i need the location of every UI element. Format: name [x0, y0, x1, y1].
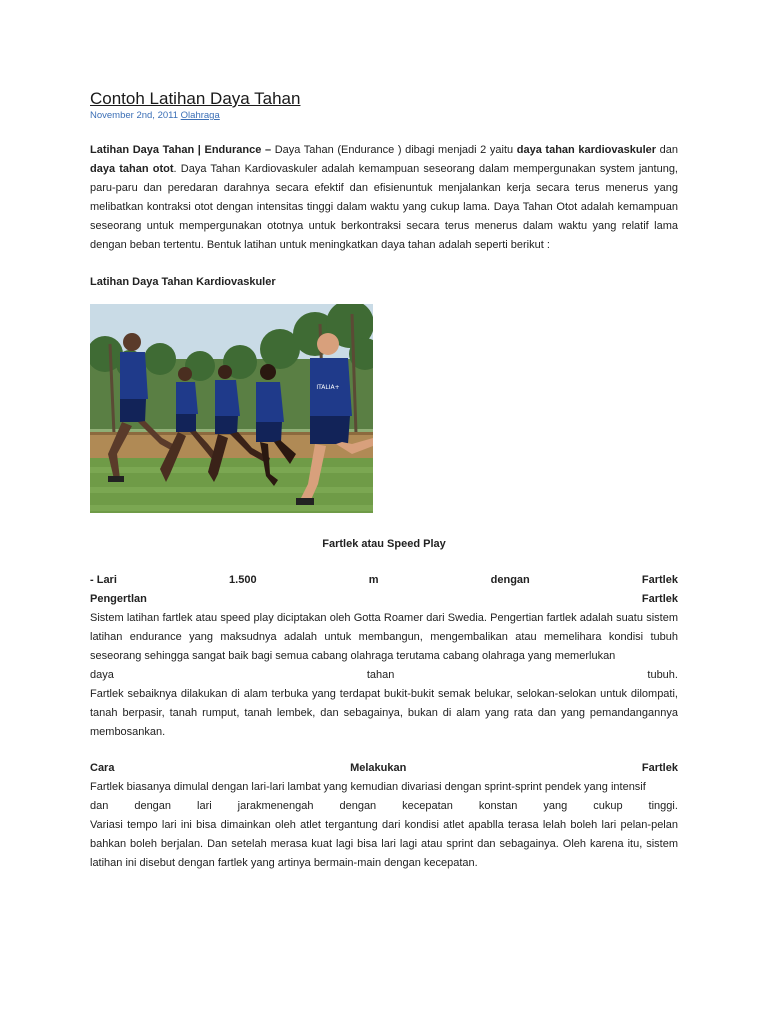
row5-word: jarakmenengah — [237, 800, 314, 812]
intro-bold-kardio: daya tahan kardiovaskuler — [516, 144, 657, 156]
cara-paragraph-1: Fartlek biasanya dimulal dengan lari-lari lambat yang kemudian divariasi dengan sprint-sprint pendek yang intensif — [90, 781, 646, 793]
row5-word: tinggi. — [648, 800, 678, 812]
section-title-kardio: Latihan Daya Tahan Kardiovaskuler — [90, 276, 276, 288]
intro-dash: – — [261, 144, 275, 156]
row1-word: - Lari — [90, 574, 117, 586]
row5-word: lari — [197, 800, 212, 812]
fartlek-paragraph-2: Fartlek sebaiknya dilakukan di alam terbuka yang terdapat bukit-bukit semak belukar, selokan-selokan untuk dilompati, tanah berpasir, tanah rumput, tanah lembek, dan sebagainya, bukan di alam yang rata dan yang pemandangannya membosankan. — [90, 688, 678, 738]
fartlek-block — [90, 571, 678, 742]
cara-word: Melakukan — [350, 762, 407, 774]
shirt-text: ITALIA+ — [316, 384, 340, 391]
row3-word: daya — [90, 669, 114, 681]
fartlek-row1 — [90, 571, 678, 590]
cara-heading-row — [90, 759, 678, 778]
intro-text-1: Daya Tahan (Endurance ) dibagi menjadi 2 yaitu — [274, 144, 517, 156]
row5-word: cukup — [593, 800, 623, 812]
fartlek-paragraph-1: Sistem latihan fartlek atau speed play diciptakan oleh Gotta Roamer dari Swedia. Pengertian fartlek adalah suatu sistem latihan endurance yang maksudnya adalah untuk membangun, mengembalikan atau memelihara kondisi tubuh seseorang sehingga sangat baik bagi semua cabang olahraga terutama cabang olahraga yang memerlukan — [90, 612, 678, 662]
row2-word: Pengertlan — [90, 593, 147, 605]
intro-text-3: . Daya Tahan Kardiovaskuler adalah kemampuan seseorang dalam mempergunakan system jantung, paru-paru dan peredaran darahnya secara efektif dan efisienuntuk menjalankan kerja secara terus menerus yang melibatkan kontraksi otot dengan intensitas tinggi dalam waktu yang cukup lama. Daya Tahan Otot adalah kemampuan seseorang untuk mempergunakan ototnya untuk berkontraksi secara terus menerus dalam waktu yang relatif lama dengan beban tertentu. Bentuk latihan untuk meningkatkan daya tahan adalah seperti berikut : — [90, 163, 678, 251]
article — [90, 88, 678, 873]
fartlek-row2 — [90, 590, 678, 609]
row1-word: m — [368, 574, 379, 586]
fartlek-heading: Fartlek atau Speed Play — [322, 538, 446, 550]
article-meta — [90, 110, 678, 122]
fartlek-row3 — [90, 666, 678, 685]
cara-word: Fartlek — [641, 762, 678, 774]
row1-word: 1.500 — [229, 574, 257, 586]
row3-word: tubuh. — [647, 669, 678, 681]
cara-word: Cara — [90, 762, 115, 774]
row2-word: Fartlek — [641, 593, 678, 605]
row5-word: dengan — [339, 800, 377, 812]
row5-word: kecepatan — [402, 800, 453, 812]
post-date: November 2nd, 2011 — [90, 110, 179, 121]
cara-block — [90, 759, 678, 873]
row5-word: konstan — [478, 800, 518, 812]
row1-word: Fartlek — [641, 574, 678, 586]
intro-paragraph — [90, 141, 678, 255]
cara-paragraph-2: Variasi tempo lari ini bisa dimainkan oleh atlet tergantung dari kondisi atlet apablla terasa lelah boleh lari pelan-pelan bahkan boleh berjalan. Dan setelah merasa kuat lagi bisa lari lagi atau sprint dan sebagainya. Oleh karena itu, sistem latihan ini disebut dengan fartlek yang artinya bermain-main dengan kecepatan. — [90, 819, 678, 869]
category-link[interactable]: Olahraga — [180, 110, 220, 121]
intro-text-2: dan — [656, 144, 678, 156]
cara-row5 — [90, 797, 678, 816]
article-title[interactable]: Contoh Latihan Daya Tahan — [90, 89, 301, 108]
row3-word: tahan — [366, 669, 395, 681]
row5-word: dengan — [134, 800, 172, 812]
intro-bold-otot: daya tahan otot — [90, 163, 174, 175]
row5-word: dan — [90, 800, 109, 812]
runners-photo — [90, 304, 373, 513]
row5-word: yang — [543, 800, 568, 812]
intro-bold-lead: Latihan Daya Tahan | Endurance — [90, 144, 262, 156]
row1-word: dengan — [490, 574, 530, 586]
